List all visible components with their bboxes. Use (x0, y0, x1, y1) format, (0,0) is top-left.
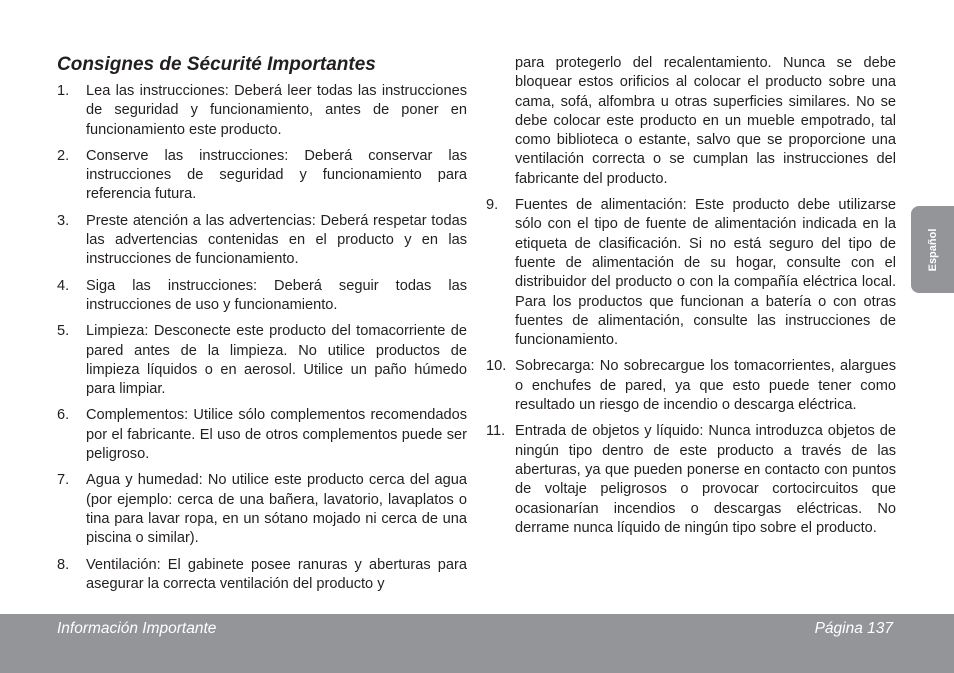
left-column (57, 82, 467, 601)
item-number: 11. (486, 423, 506, 440)
list-item (57, 556, 467, 595)
list-item (57, 147, 467, 205)
list-item (57, 471, 467, 548)
item-number: 10. (486, 358, 507, 375)
item-number: 7. (57, 472, 70, 489)
list-item (57, 406, 467, 464)
footer-section-title: Información Importante (57, 620, 217, 637)
item-number: 4. (57, 277, 70, 294)
item-text: Sobrecarga: No sobrecargue los tomacorrientes, alargues o enchufes de pared, ya que esto puede tener como resultado un riesgo de incendio o descarga eléctrica. (515, 358, 896, 414)
language-tab (911, 206, 954, 293)
page-title: Consignes de Sécurité Importantes (57, 54, 376, 75)
item-number: 9. (486, 197, 499, 214)
item-number: 3. (57, 212, 70, 229)
language-tab-label: Español (926, 228, 939, 271)
item-number: 2. (57, 147, 70, 164)
list-item (486, 422, 896, 538)
right-column (486, 54, 896, 545)
item-text: Lea las instrucciones: Deberá leer todas las instrucciones de seguridad y funcionamiento, antes de poner en funcionamiento este producto. (86, 83, 467, 138)
item-text: Agua y humedad: No utilice este producto cerca del agua (por ejemplo: cerca de una bañera, lavatorio, lavaplatos o tina para lavar ropa, en un sótano mojado ni cerca de una piscina o similar). (86, 472, 467, 547)
list-item (57, 322, 467, 399)
list-item (486, 196, 896, 350)
list-item (57, 277, 467, 316)
list-item (486, 357, 896, 415)
page-footer (0, 614, 954, 673)
item-8-continuation: para protegerlo del recalentamiento. Nunca se debe bloquear estos orificios al colocar el producto sobre una cama, sofá, alfombra u otras superficies similares. No se debe colocar este producto en un mueble empotrado, tal como biblioteca o estante, salvo que se proporcione una ventilación correcta o se cumplan las instrucciones del fabricante del producto. (515, 55, 896, 187)
item-number: 8. (57, 556, 70, 573)
item-text: Preste atención a las advertencias: Deberá respetar todas las advertencias contenidas en el producto y en las instrucciones de funcionamiento. (86, 212, 467, 268)
item-number: 1. (57, 83, 70, 99)
item-number: 5. (57, 323, 70, 340)
item-text: Siga las instrucciones: Deberá seguir todas las instrucciones de uso y funcionamiento. (86, 277, 467, 313)
item-number: 6. (57, 407, 70, 424)
item-text: Ventilación: El gabinete posee ranuras y aberturas para asegurar la correcta ventilación del producto y (86, 556, 467, 592)
item-text: Entrada de objetos y líquido: Nunca introduzca objetos de ningún tipo dentro de este producto a través de las aberturas, ya que pueden ponerse en contacto con puntos de voltaje peligrosos o provocar cortocircuitos que ocasionarían incendios o descargas eléctricas. No derrame nunca líquido de ningún tipo sobre el producto. (515, 423, 896, 536)
item-text: Limpieza: Desconecte este producto del tomacorriente de pared antes de la limpieza. No utilice productos de limpieza líquidos o en aerosol. Utilice un paño húmedo para limpiar. (86, 323, 467, 398)
list-item (57, 212, 467, 270)
item-text: Conserve las instrucciones: Deberá conservar las instrucciones de seguridad y funcionamiento para referencia futura. (86, 147, 467, 203)
item-text: Fuentes de alimentación: Este producto debe utilizarse sólo con el tipo de fuente de alimentación indicada en la etiqueta de clasificación. Si no está seguro del tipo de fuente de alimentación de su hogar, consulte con el distribuidor del producto o con la compañía eléctrica local. Para los productos que funcionan a batería o con otras fuentes de alimentación, consulte las instrucciones de funcionamiento. (515, 197, 896, 349)
page-number: Página 137 (814, 620, 893, 637)
list-item (57, 82, 467, 140)
item-text: Complementos: Utilice sólo complementos recomendados por el fabricante. El uso de otros complementos puede ser peligroso. (86, 407, 467, 463)
